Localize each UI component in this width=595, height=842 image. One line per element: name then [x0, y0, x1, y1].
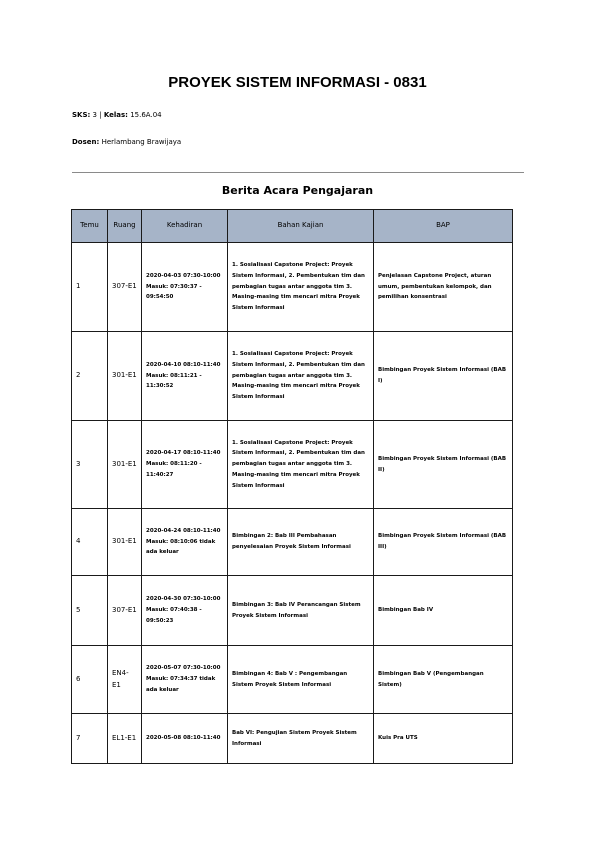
- ruang-cell: 301-E1: [108, 332, 142, 421]
- temu-cell: 2: [72, 332, 108, 421]
- column-header-kehadiran: Kehadiran: [142, 210, 228, 243]
- bap-cell: Penjelasan Capstone Project, aturan umum, pembentukan kelompok, dan pemilihan konsentrasi: [374, 243, 513, 332]
- temu-cell: 7: [72, 714, 108, 764]
- ruang-cell: 307-E1: [108, 243, 142, 332]
- kelas-label: Kelas:: [103, 111, 128, 119]
- kehadiran-cell: 2020-04-03 07:30-10:00 Masuk: 07:30:37 - 09:54:50: [142, 243, 228, 332]
- sks-value: 3: [92, 111, 98, 119]
- bahan-kajian-cell: Bimbingan 2: Bab III Pembahasan penyelesaian Proyek Sistem Informasi: [228, 509, 374, 576]
- bap-cell: Bimbingan Proyek Sistem Informasi (BAB III): [374, 509, 513, 576]
- table-row: [72, 714, 513, 764]
- bahan-kajian-cell: 1. Sosialisasi Capstone Project: Proyek Sistem Informasi, 2. Pembentukan tim dan pembagian tugas antar anggota tim 3. Masing-masing tim mencari mitra Proyek Sistem Informasi: [228, 332, 374, 421]
- bahan-kajian-cell: 1. Sosialisasi Capstone Project: Proyek Sistem Informasi, 2. Pembentukan tim dan pembagian tugas antar anggota tim 3. Masing-masing tim mencari mitra Proyek Sistem Informasi: [228, 243, 374, 332]
- bap-cell: Kuis Pra UTS: [374, 714, 513, 764]
- kehadiran-cell: 2020-04-10 08:10-11:40 Masuk: 08:11:21 - 11:30:52: [142, 332, 228, 421]
- bap-cell: Bimbingan Proyek Sistem Informasi (BAB II): [374, 421, 513, 509]
- page-title: PROYEK SISTEM INFORMASI - 0831: [168, 74, 427, 91]
- kehadiran-cell: 2020-04-30 07:30-10:00 Masuk: 07:40:38 - 09:50:23: [142, 576, 228, 646]
- temu-cell: 6: [72, 646, 108, 714]
- ruang-cell: EN4-E1: [108, 646, 142, 714]
- bahan-kajian-cell: Bab VI: Pengujian Sistem Proyek Sistem Informasi: [228, 714, 374, 764]
- meta-separator: |: [99, 111, 102, 119]
- kehadiran-cell: 2020-04-17 08:10-11:40 Masuk: 08:11:20 - 11:40:27: [142, 421, 228, 509]
- bahan-kajian-cell: Bimbingan 4: Bab V : Pengembangan Sistem Proyek Sistem Informasi: [228, 646, 374, 714]
- table-header-row: [72, 210, 513, 243]
- column-header-temu: Temu: [72, 210, 108, 243]
- kehadiran-cell: 2020-04-24 08:10-11:40 Masuk: 08:10:06 tidak ada keluar: [142, 509, 228, 576]
- bahan-kajian-cell: 1. Sosialisasi Capstone Project: Proyek Sistem Informasi, 2. Pembentukan tim dan pembagian tugas antar anggota tim 3. Masing-masing tim mencari mitra Proyek Sistem Informasi: [228, 421, 374, 509]
- sks-label: SKS:: [72, 111, 91, 119]
- teaching-record-table: [71, 209, 513, 764]
- bap-cell: Bimbingan Proyek Sistem Informasi (BAB I): [374, 332, 513, 421]
- table-row: [72, 509, 513, 576]
- column-header-ruang: Ruang: [108, 210, 142, 243]
- temu-cell: 5: [72, 576, 108, 646]
- temu-cell: 1: [72, 243, 108, 332]
- temu-cell: 4: [72, 509, 108, 576]
- table-row: [72, 332, 513, 421]
- temu-cell: 3: [72, 421, 108, 509]
- ruang-cell: 301-E1: [108, 421, 142, 509]
- bap-cell: Bimbingan Bab IV: [374, 576, 513, 646]
- kelas-value: 15.6A.04: [130, 111, 162, 119]
- ruang-cell: 307-E1: [108, 576, 142, 646]
- course-meta: [72, 111, 162, 119]
- dosen-value: Herlambang Brawijaya: [101, 138, 182, 146]
- table-row: [72, 421, 513, 509]
- dosen-label: Dosen:: [72, 138, 100, 146]
- table-row: [72, 646, 513, 714]
- ruang-cell: EL1-E1: [108, 714, 142, 764]
- kehadiran-cell: 2020-05-08 08:10-11:40: [142, 714, 228, 764]
- bap-cell: Bimbingan Bab V (Pengembangan Sistem): [374, 646, 513, 714]
- kehadiran-cell: 2020-05-07 07:30-10:00 Masuk: 07:34:37 tidak ada keluar: [142, 646, 228, 714]
- column-header-bahan-kajian: Bahan Kajian: [228, 210, 374, 243]
- bahan-kajian-cell: Bimbingan 3: Bab IV Perancangan Sistem Proyek Sistem Informasi: [228, 576, 374, 646]
- divider: [72, 172, 524, 173]
- section-title: Berita Acara Pengajaran: [221, 184, 374, 197]
- table-row: [72, 576, 513, 646]
- lecturer-meta: [72, 138, 181, 146]
- table-row: [72, 243, 513, 332]
- ruang-cell: 301-E1: [108, 509, 142, 576]
- column-header-bap: BAP: [374, 210, 513, 243]
